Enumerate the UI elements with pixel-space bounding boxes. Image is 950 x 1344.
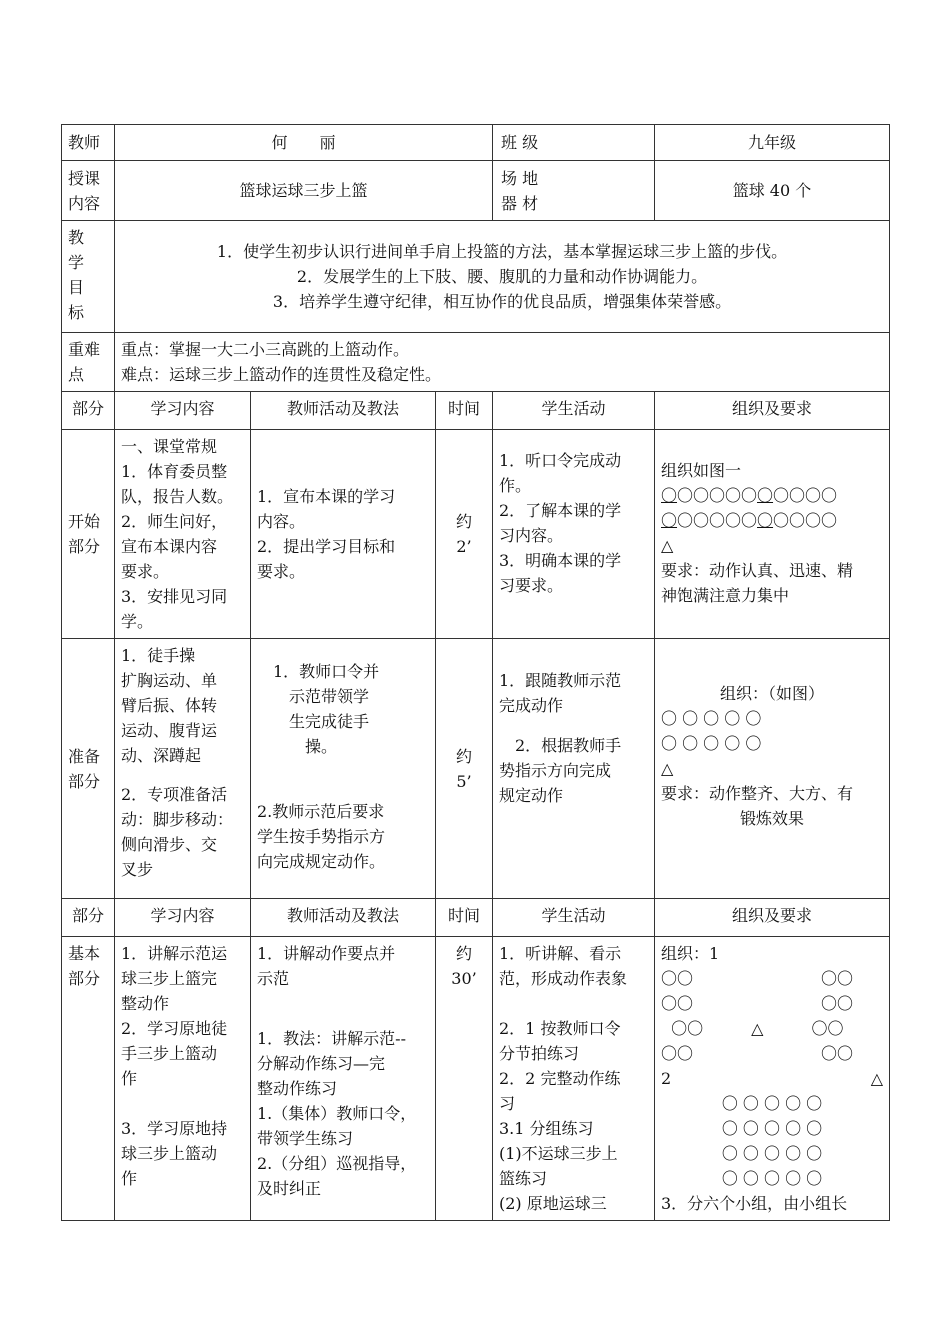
section-prep <box>62 639 890 899</box>
key-points-list <box>115 333 890 392</box>
key-points-label: 重难 点 <box>62 333 115 392</box>
objectives-row <box>62 221 890 333</box>
start-formation-row-2: 〇〇〇〇〇〇〇〇〇〇〇 <box>661 511 838 530</box>
col-time: 时间 <box>436 899 493 937</box>
column-header-row-repeat <box>62 899 890 937</box>
content-value: 篮球运球三步上篮 <box>115 161 493 221</box>
basic-org-step-2: 2 △ <box>661 1066 883 1091</box>
prep-part-label: 准备 部分 <box>62 639 115 899</box>
objectives-label: 教 学 目 标 <box>62 221 115 333</box>
group-formation-row: 〇 〇 〇 〇 〇 <box>721 1144 823 1163</box>
basic-content: 1．讲解示范运 球三步上篮完 整动作 2．学习原地徒 手三步上篮动 作 3．学习原地持 球三步上篮动 作 <box>115 937 251 1221</box>
key-point: 重点：掌握一大二小三高跳的上篮动作。 <box>121 340 410 359</box>
col-org: 组织及要求 <box>655 899 890 937</box>
basic-formation-row: 〇〇 〇〇 <box>661 1044 854 1063</box>
start-content: 一、课堂常规 1．体育委员整 队，报告人数。 2．师生问好， 宣布本课内容 要求。 3．安排见习同 学。 <box>115 430 251 639</box>
teacher-position-triangle: △ <box>661 536 674 555</box>
objective-item: 2．发展学生的上下肢、腰、腹肌的力量和动作协调能力。 <box>296 267 708 286</box>
header-row-teacher <box>62 125 890 161</box>
col-part: 部分 <box>62 392 115 430</box>
prep-content: 1．徒手操 扩胸运动、单 臂后振、体转 运动、腹背运 动、深蹲起 2．专项准备活 动：脚步移动： 侧向滑步、交 叉步 <box>115 639 251 899</box>
key-points-row <box>62 333 890 392</box>
venue-value: 篮球 40 个 <box>655 161 890 221</box>
basic-student: 1．听讲解、看示 范，形成动作表象 2．1 按教师口令 分节拍练习 2．2 完整动作练 习 3.1 分组练习 (1)不运球三步上 篮练习 (2) 原地运球三 <box>493 937 655 1221</box>
prep-time: 约 5’ <box>436 639 493 899</box>
objective-item: 3．培养学生遵守纪律，相互协作的优良品质，增强集体荣誉感。 <box>272 292 732 311</box>
class-label: 班 级 <box>493 125 655 161</box>
objective-item: 1．使学生初步认识行进间单手肩上投篮的方法，基本掌握运球三步上篮的步伐。 <box>216 242 788 261</box>
header-row-content <box>62 161 890 221</box>
col-part: 部分 <box>62 899 115 937</box>
start-time: 约 2’ <box>436 430 493 639</box>
start-formation-row-1: 〇〇〇〇〇〇〇〇〇〇〇 <box>661 486 838 505</box>
teacher-name: 何 丽 <box>115 125 493 161</box>
lesson-plan-table <box>61 124 890 1221</box>
prep-org-title: 组织：（如图） <box>719 684 824 703</box>
basic-teacher: 1．讲解动作要点并 示范 1．教法：讲解示范-- 分解动作练习—完 整动作练习 1.（集体）教师口令， 带领学生练习 2.（分组）巡视指导， 及时纠正 <box>251 937 436 1221</box>
group-formation-row: 〇 〇 〇 〇 〇 <box>721 1094 823 1113</box>
col-org: 组织及要求 <box>655 392 890 430</box>
start-student: 1．听口令完成动 作。 2．了解本课的学 习内容。 3．明确本课的学 习要求。 <box>493 430 655 639</box>
basic-time: 约 30’ <box>436 937 493 1221</box>
basic-org-title: 组织：1 <box>661 944 720 963</box>
prep-teacher: 1．教师口令并 示范带领学 生完成徒手 操。 2.教师示范后要求 学生按手势指示方 向完成规定动作。 <box>251 639 436 899</box>
col-content: 学习内容 <box>115 899 251 937</box>
objectives-list <box>115 221 890 333</box>
teacher-label: 教师 <box>62 125 115 161</box>
start-org-title: 组织如图一 <box>661 461 742 480</box>
venue-label: 场 地 器 材 <box>493 161 655 221</box>
col-student: 学生活动 <box>493 899 655 937</box>
prep-formation-row-1: 〇 〇 〇 〇 〇 <box>661 709 762 728</box>
start-teacher: 1．宣布本课的学习 内容。 2．提出学习目标和 要求。 <box>251 430 436 639</box>
start-organization: 组织如图一 〇〇〇〇〇〇〇〇〇〇〇 〇〇〇〇〇〇〇〇〇〇〇 △ 要求：动作认真、迅速、精 神饱满注意力集中 <box>655 430 890 639</box>
prep-student: 1．跟随教师示范 完成动作 2．根据教师手 势指示方向完成 规定动作 <box>493 639 655 899</box>
prep-organization: 组织：（如图） 〇 〇 〇 〇 〇 〇 〇 〇 〇 〇 △ 要求：动作整齐、大方、有 锻炼效果 <box>655 639 890 899</box>
teacher-position-triangle: △ <box>870 1069 883 1088</box>
group-formation-row: 〇 〇 〇 〇 〇 <box>721 1169 823 1188</box>
col-teacher: 教师活动及教法 <box>251 392 436 430</box>
column-header-row <box>62 392 890 430</box>
basic-part-label: 基本 部分 <box>62 937 115 1221</box>
section-basic <box>62 937 890 1221</box>
group-formation-row: 〇 〇 〇 〇 〇 <box>721 1119 823 1138</box>
basic-formation-row: 〇〇 〇〇 <box>661 994 854 1013</box>
col-teacher: 教师活动及教法 <box>251 899 436 937</box>
difficult-point: 难点：运球三步上篮动作的连贯性及稳定性。 <box>121 365 442 384</box>
col-content: 学习内容 <box>115 392 251 430</box>
basic-formation-row: 〇〇 〇〇 <box>661 969 854 988</box>
class-value: 九年级 <box>655 125 890 161</box>
start-part-label: 开始 部分 <box>62 430 115 639</box>
content-label: 授课 内容 <box>62 161 115 221</box>
col-time: 时间 <box>436 392 493 430</box>
basic-formation-row: 〇〇 △ 〇〇 <box>661 1019 844 1038</box>
prep-formation-row-2: 〇 〇 〇 〇 〇 <box>661 734 762 753</box>
section-start <box>62 430 890 639</box>
teacher-position-triangle: △ <box>661 759 674 778</box>
basic-organization: 组织：1 〇〇 〇〇 〇〇 〇〇 〇〇 △ 〇〇 〇〇 〇〇 2 △ 〇 〇 〇 〇 〇 〇 〇 〇 〇 〇 〇 〇 〇 〇 〇 〇 〇 〇 〇 〇 3．分六个小组，由小组长 <box>655 937 890 1221</box>
col-student: 学生活动 <box>493 392 655 430</box>
